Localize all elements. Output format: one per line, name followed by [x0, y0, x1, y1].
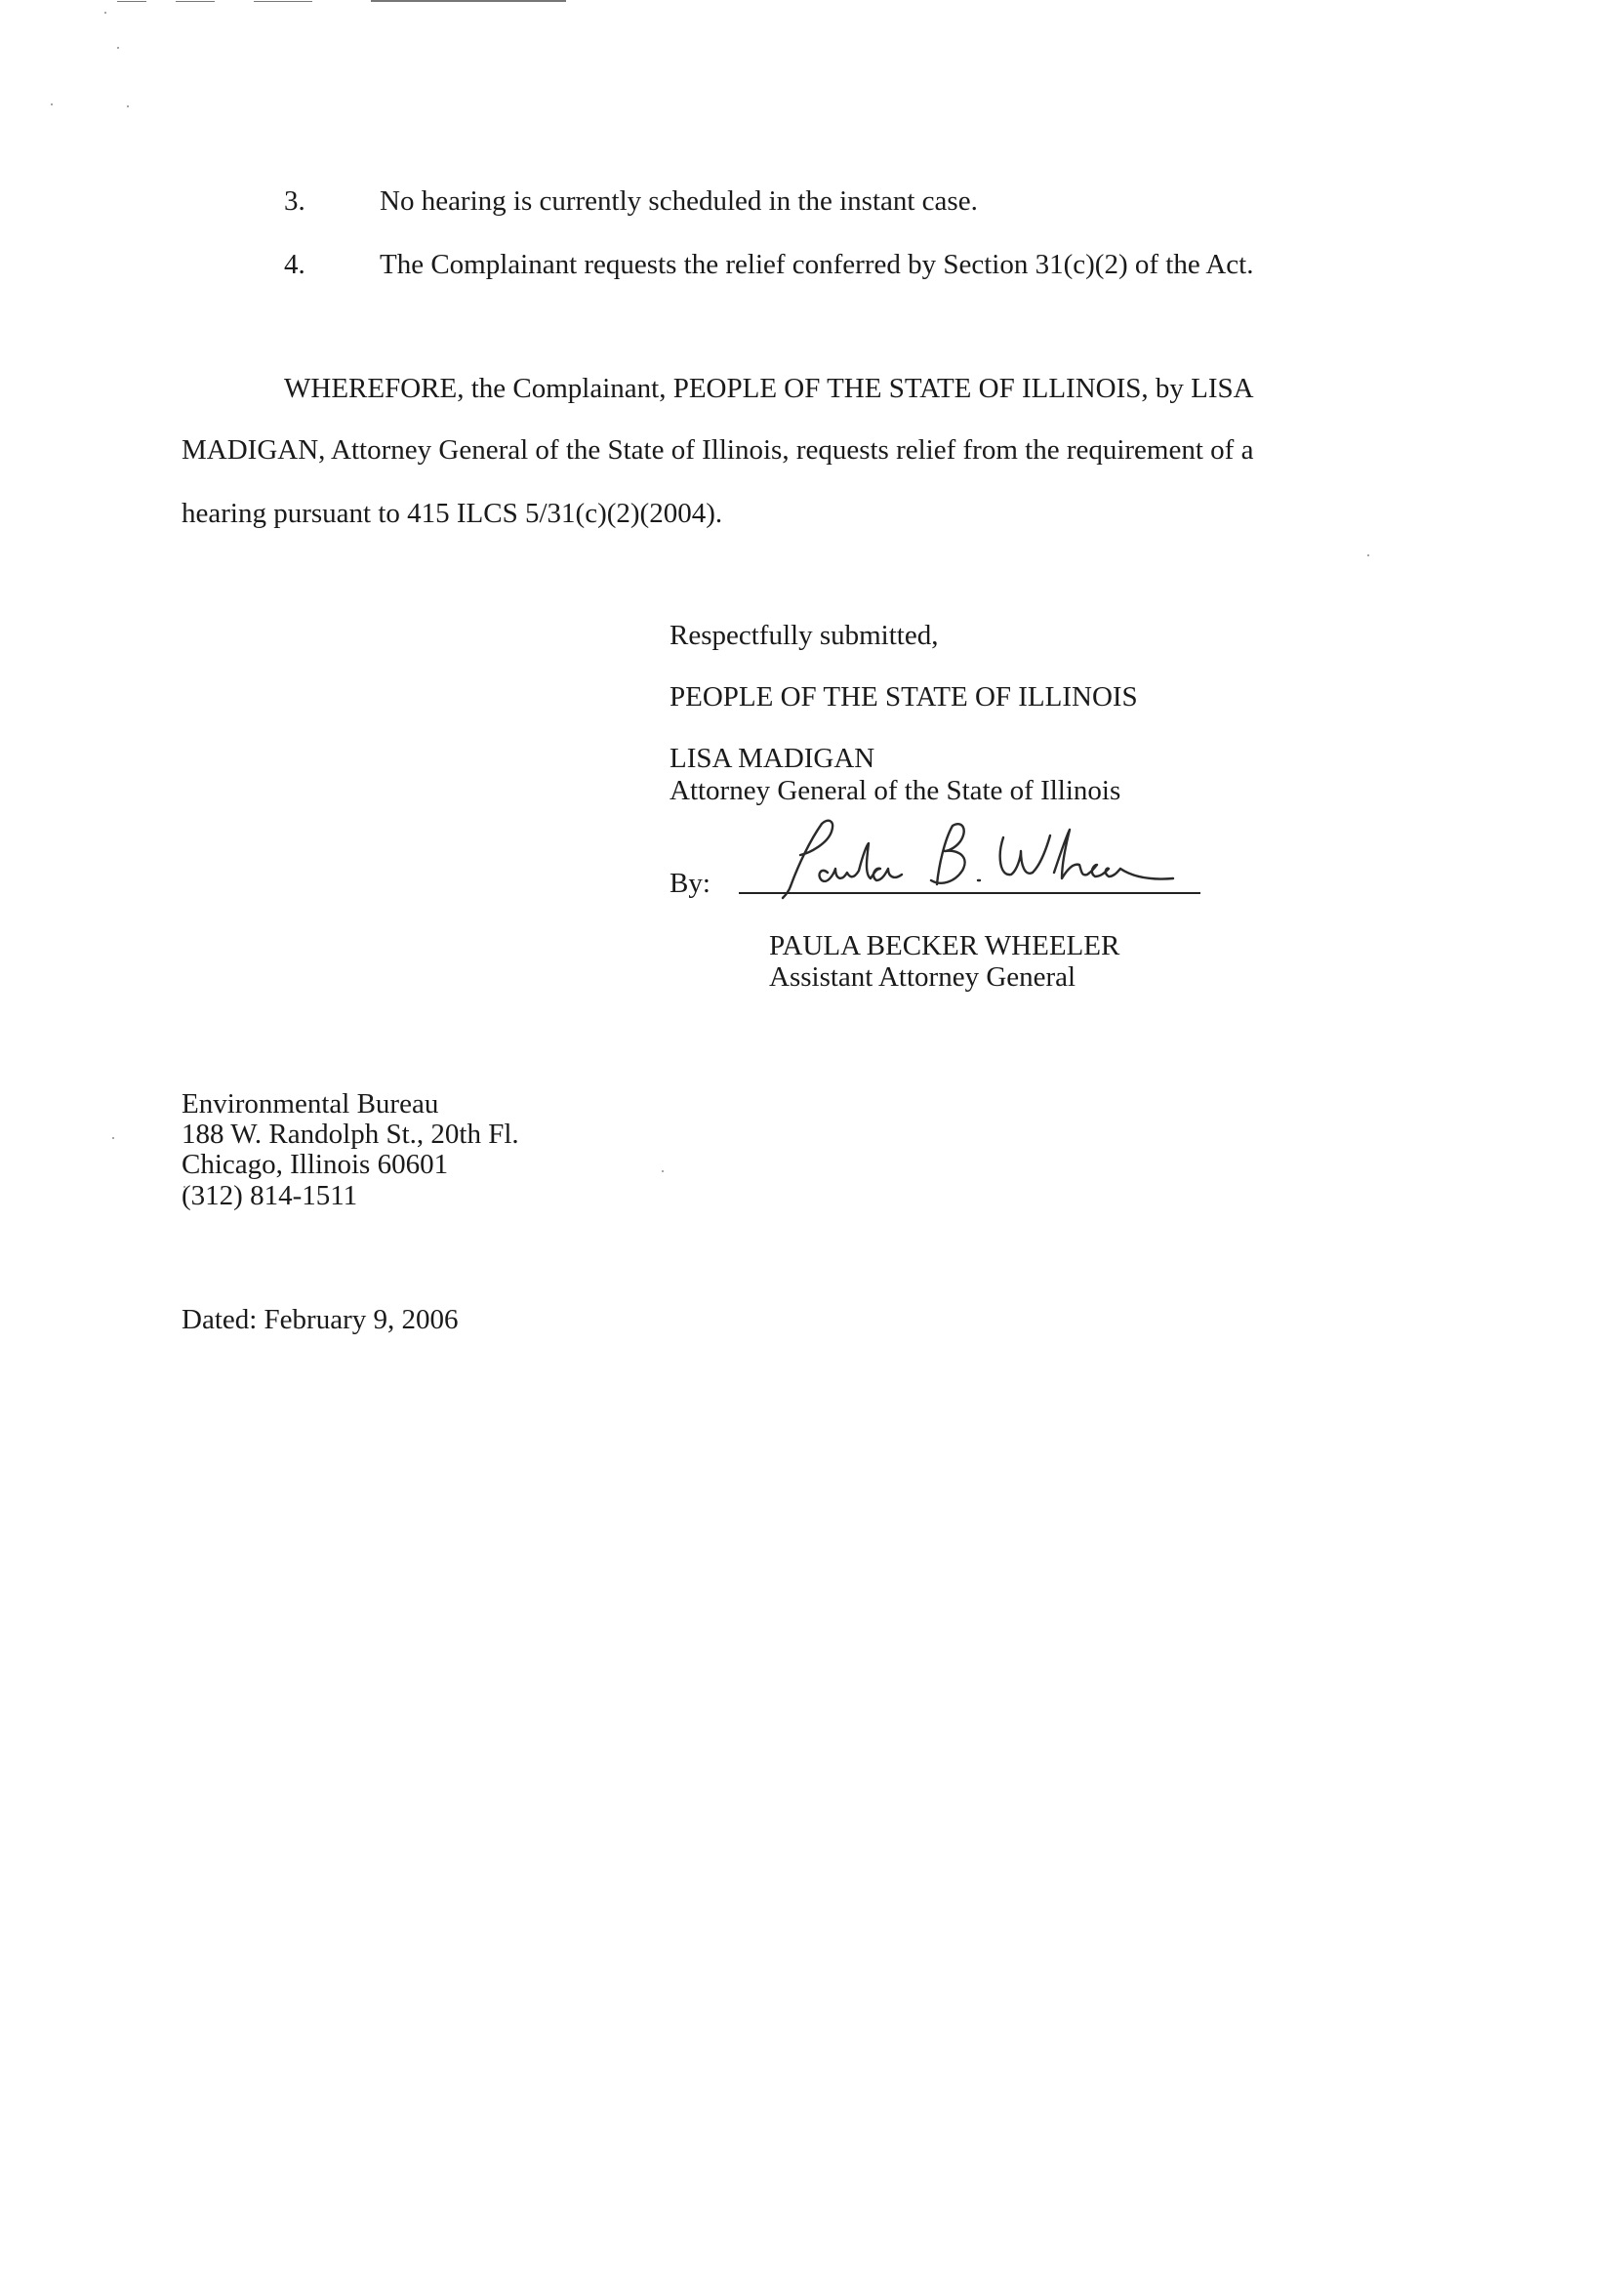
scan-artifact	[117, 1, 146, 2]
scan-artifact	[176, 1, 215, 2]
address-line: Chicago, Illinois 60601	[182, 1149, 449, 1180]
scan-speck	[51, 103, 53, 105]
scan-speck	[117, 47, 119, 49]
closing: Respectfully submitted,	[670, 620, 939, 651]
address-line: Environmental Bureau	[182, 1088, 439, 1120]
wherefore-line: MADIGAN, Attorney General of the State of Illinois, requests relief from the requirement of a	[182, 434, 1254, 466]
attorney-title: Attorney General of the State of Illinois	[670, 775, 1121, 806]
address-line: (312) 814-1511	[182, 1180, 358, 1211]
scan-speck	[127, 105, 129, 107]
item-text: No hearing is currently scheduled in the instant case.	[380, 185, 978, 217]
by-label: By:	[670, 868, 710, 899]
scan-speck	[112, 1137, 114, 1139]
scan-speck	[1367, 554, 1369, 556]
wherefore-line: WHEREFORE, the Complainant, PEOPLE OF THE STATE OF ILLINOIS, by LISA	[284, 373, 1254, 404]
scan-speck	[104, 12, 106, 14]
party-name: PEOPLE OF THE STATE OF ILLINOIS	[670, 681, 1138, 713]
item-number: 3.	[284, 185, 305, 217]
wherefore-line: hearing pursuant to 415 ILCS 5/31(c)(2)(2004).	[182, 498, 723, 529]
attorney-name: LISA MADIGAN	[670, 743, 875, 774]
scan-artifact	[254, 1, 312, 2]
address-line: 188 W. Randolph St., 20th Fl.	[182, 1119, 519, 1150]
signer-name: PAULA BECKER WHEELER	[769, 930, 1120, 961]
scan-artifact	[371, 0, 566, 2]
item-number: 4.	[284, 249, 305, 280]
dated-line: Dated: February 9, 2006	[182, 1304, 459, 1335]
signature-line	[739, 892, 1200, 894]
signer-title: Assistant Attorney General	[769, 961, 1076, 993]
item-text: The Complainant requests the relief conferred by Section 31(c)(2) of the Act.	[380, 249, 1254, 280]
scan-speck	[662, 1170, 664, 1172]
